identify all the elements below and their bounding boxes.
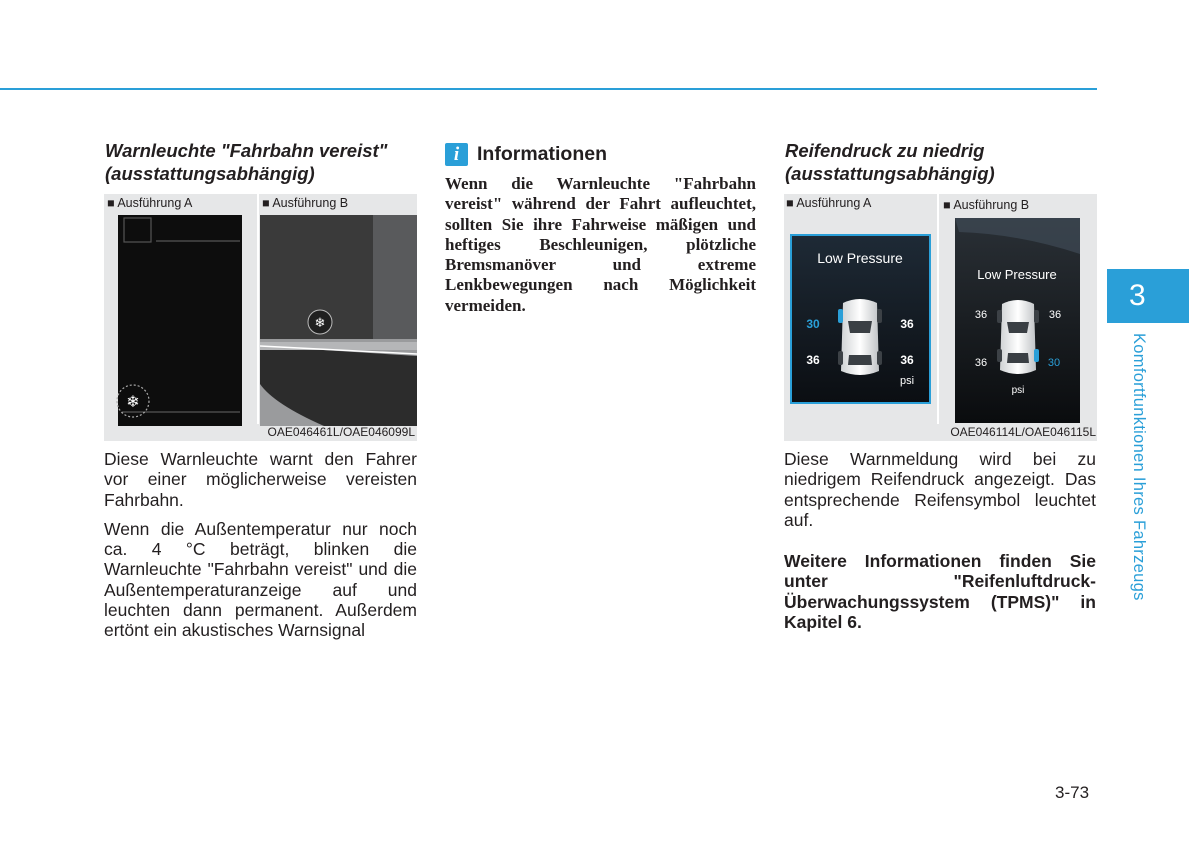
icy-road-icon-b	[308, 310, 332, 334]
heading-line-1: Warnleuchte "Fahrbahn vereist"	[105, 140, 388, 161]
section-heading-icy-road	[105, 139, 387, 185]
figure-code: OAE046461L/OAE046099L	[267, 425, 415, 439]
figure-icy-road-warning	[104, 194, 417, 441]
info-icon: i	[445, 143, 468, 166]
header-rule	[0, 88, 1097, 90]
figure-low-pressure	[784, 194, 1097, 441]
figure-label-a: ■ Ausführung A	[786, 196, 872, 210]
heading-line-2: (ausstattungsabhängig)	[105, 163, 315, 184]
svg-text:30: 30	[1047, 357, 1061, 369]
tpms-a-title: Low Pressure	[817, 250, 903, 266]
svg-text:36: 36	[806, 353, 820, 367]
paragraph-1: Diese Warnmeldung wird bei zu niedrigem Reifendruck angezeigt. Das entsprechende Reifensymbol leuchtet auf.	[784, 449, 1096, 530]
svg-text:psi: psi	[1011, 385, 1025, 396]
info-title: Informationen	[477, 143, 607, 165]
svg-text:30: 30	[806, 317, 820, 331]
heading-line-2: (ausstattungsabhängig)	[785, 163, 995, 184]
svg-text:36: 36	[974, 309, 988, 321]
figure-artwork	[104, 194, 417, 441]
svg-text:36: 36	[974, 357, 988, 369]
tpms-displays	[784, 194, 1097, 441]
figure-label-a: ■ Ausführung A	[107, 196, 193, 210]
svg-text:36: 36	[900, 317, 914, 331]
chapter-title: Komfortfunktionen Ihres Fahrzeugs	[1130, 333, 1148, 601]
svg-text:psi: psi	[899, 375, 915, 387]
page-number: 3-73	[1055, 783, 1090, 802]
svg-text:36: 36	[1048, 309, 1062, 321]
tpms-b-title: Low Pressure	[977, 267, 1057, 282]
chapter-number: 3	[1129, 279, 1146, 312]
chapter-tab	[1107, 269, 1189, 323]
car-top-view-icon	[838, 299, 882, 375]
figure-label-b: ■ Ausführung B	[262, 196, 349, 210]
figure-code: OAE046114L/OAE046115L	[950, 425, 1096, 439]
svg-text:❄: ❄	[126, 394, 140, 411]
paragraph-1: Diese Warnleuchte warnt den Fahrer vor einer möglicherweise vereisten Fahrbahn.	[104, 449, 417, 510]
chapter-title-vertical	[1126, 333, 1150, 613]
icy-road-description	[104, 449, 417, 650]
info-text: Wenn die Warnleuchte "Fahrbahn vereist" während der Fahrt aufleuchtet, sollten Sie ihre Fahrweise mäßigen und heftiges Beschleunigen, plötzliche Bremsmanöver und extreme Lenkbewegungen nach Möglichkeit vermeiden.	[445, 174, 756, 315]
svg-text:❄: ❄	[314, 315, 326, 330]
info-heading	[445, 143, 607, 166]
paragraph-2: Wenn die Außentemperatur nur noch ca. 4 °C beträgt, blinken die Warnleuchte "Fahrbahn vereist" und die Außentemperaturanzeige auf und leuchten dann permanent. Außerdem ertönt ein akustisches Warnsignal	[104, 518, 417, 641]
figure-label-b: ■ Ausführung B	[943, 198, 1030, 212]
car-top-view-icon	[997, 300, 1039, 374]
svg-text:36: 36	[900, 353, 914, 367]
paragraph-2-reference: Weitere Informationen finden Sie unter "Reifenluftdruck-Überwachungssystem (TPMS)" in Kapitel 6.	[784, 551, 1096, 633]
low-pressure-description	[784, 449, 1096, 641]
heading-line-1: Reifendruck zu niedrig	[785, 140, 985, 161]
section-heading-low-pressure	[785, 139, 995, 185]
